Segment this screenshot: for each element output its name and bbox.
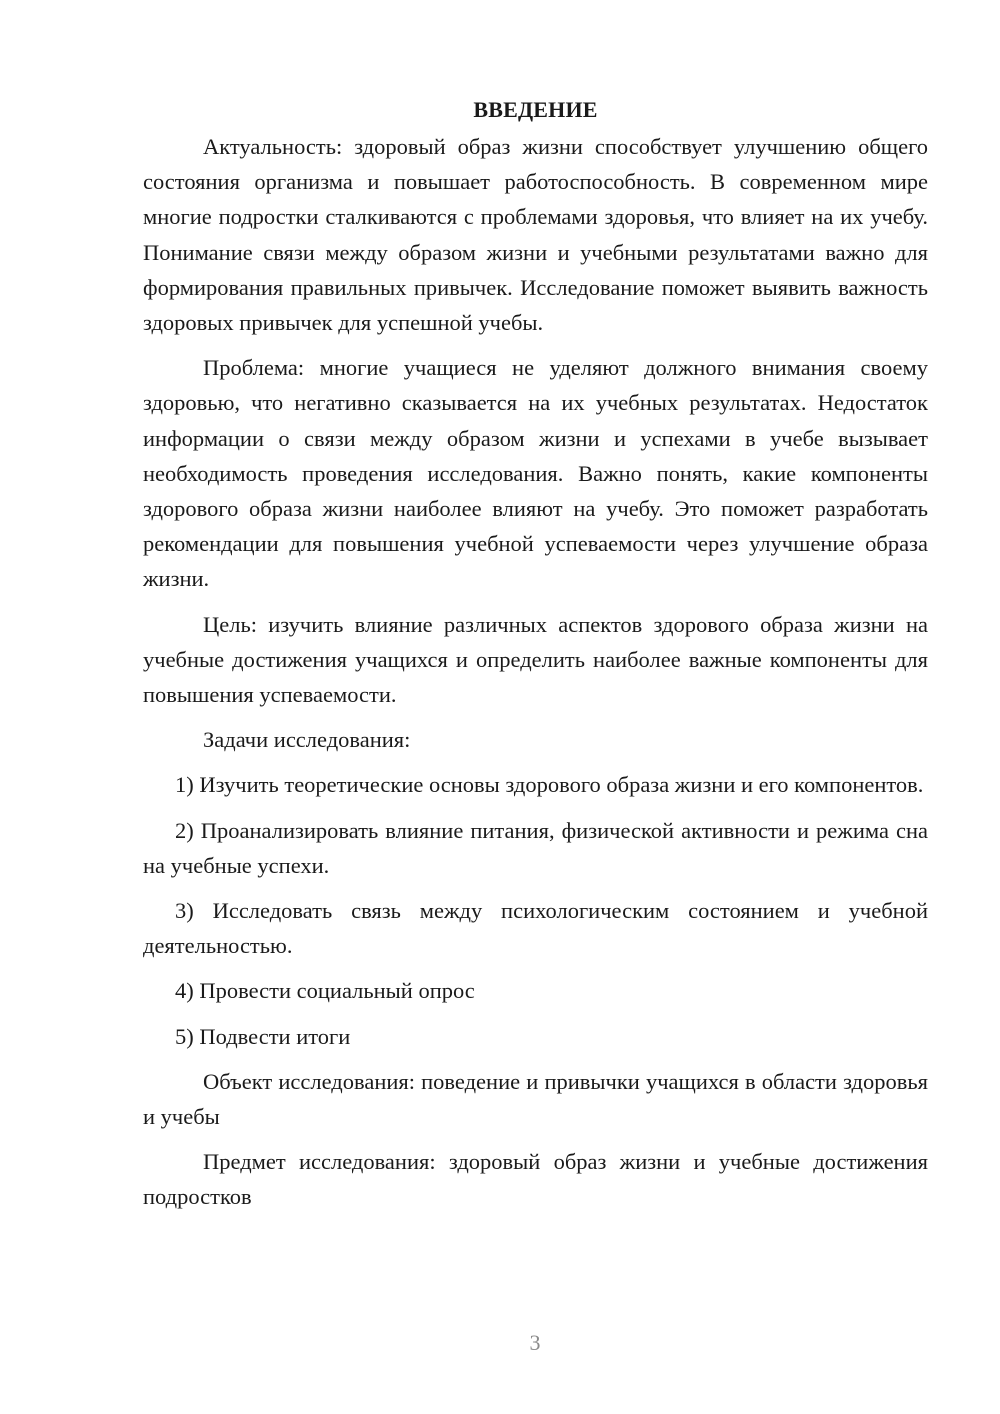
paragraph-goal: Цель: изучить влияние различных аспектов здорового образа жизни на учебные достижения учащихся и определить наиболее важные компоненты для повышения успеваемости. [143, 611, 928, 708]
paragraph-problem: Проблема: многие учащиеся не уделяют должного внимания своему здоровью, что негативно сказывается на их учебных результатах. Недостаток информации о связи между образом жизни и успехами в учебе вызывает необходимость проведения исследования. Важно понять, какие компоненты здорового образа жизни наиболее влияют на учебу. Это поможет разработать рекомендации для повышения учебной успеваемости через улучшение образа жизни. [143, 355, 928, 592]
paragraph-tasks-heading: Задачи исследования: [203, 727, 411, 753]
task-item-4: 4) Провести социальный опрос [175, 978, 475, 1004]
page-content [143, 92, 928, 1215]
task-item-2: 2) Проанализировать влияние питания, физической активности и режима сна на учебные успехи. [143, 817, 928, 878]
page-number: 3 [529, 1330, 541, 1355]
paragraph-object: Объект исследования: поведение и привычки учащихся в области здоровья и учебы [143, 1068, 928, 1130]
task-item-5: 5) Подвести итоги [175, 1023, 351, 1049]
paragraph-subject: Предмет исследования: здоровый образ жизни и учебные достижения подростков [143, 1149, 928, 1210]
task-item-1: 1) Изучить теоретические основы здорового образа жизни и его компонентов. [175, 772, 924, 798]
section-title: ВВЕДЕНИЕ [473, 97, 598, 122]
task-item-3: 3) Исследовать связь между психологическим состоянием и учебной деятельностью. [143, 898, 928, 959]
paragraph-relevance: Актуальность: здоровый образ жизни способствует улучшению общего состояния организма и повышает работоспособность. В современном мире многие подростки сталкиваются с проблемами здоровья, что влияет на их учебу. Понимание связи между образом жизни и учебными результатами важно для формирования правильных привычек. Исследование поможет выявить важность здоровых привычек для успешной учебы. [143, 134, 928, 336]
